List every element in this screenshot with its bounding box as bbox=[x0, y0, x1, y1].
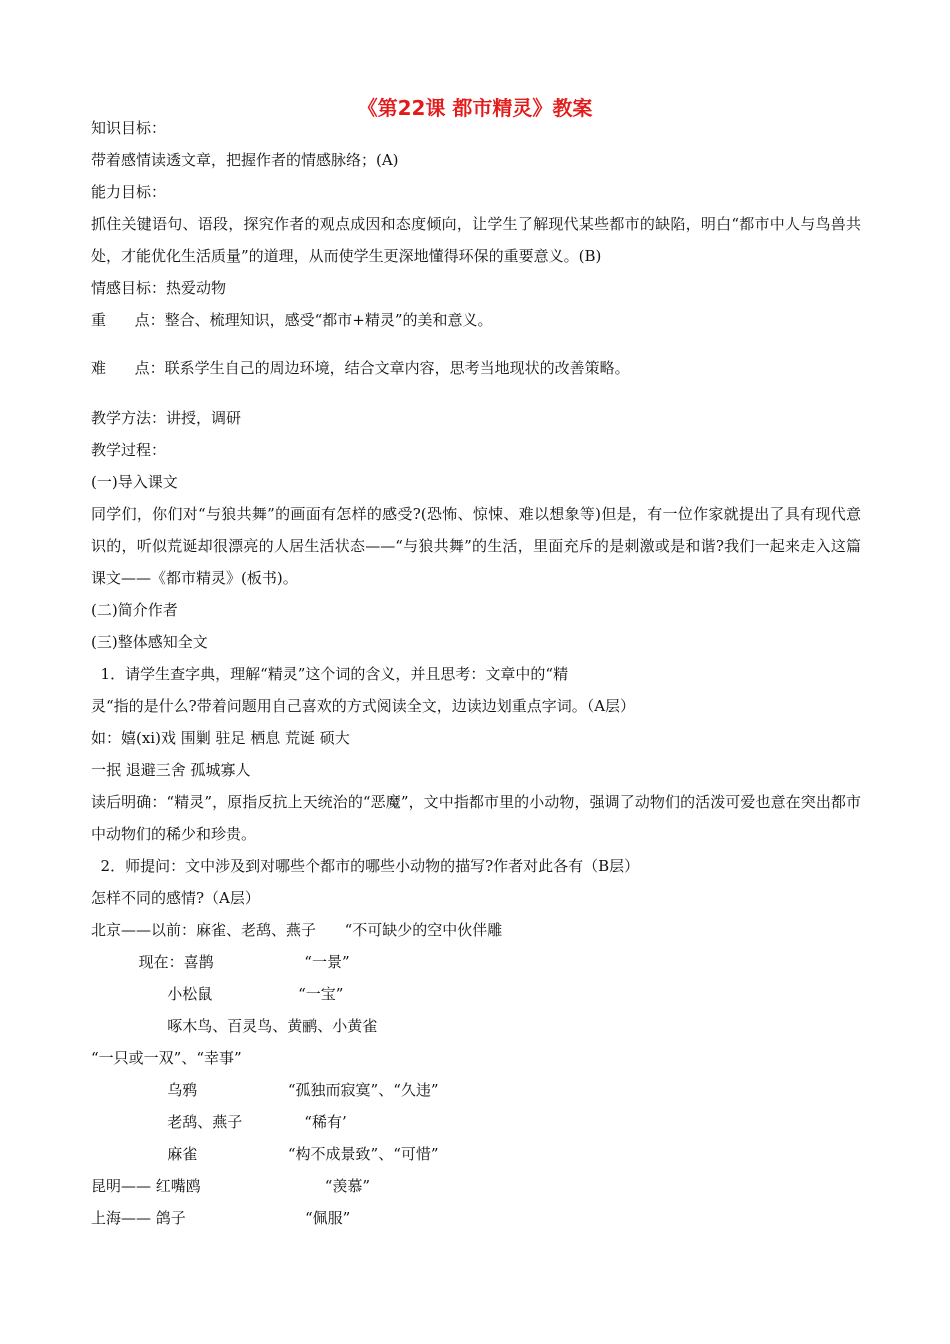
read-conclusion: 读后明确：“精灵”，原指反抗上天统治的“恶魔”，文中指都市里的小动物，强调了动物们的活泼可爱也意在突出都市中动物们的稀少和珍贵。 bbox=[91, 793, 861, 843]
beijing-now-magpie: 现在：喜鹊 “一景” bbox=[91, 953, 350, 971]
ability-goal-text: 抓住关键语句、语段，探究作者的观点成因和态度倾向，让学生了解现代某些都市的缺陷，明白“都市中人与鸟兽共处，才能优化生活质量”的道理，从而使学生更深地懂得环保的重要意义。(B) bbox=[91, 215, 861, 265]
knowledge-goal-text: 带着感情读透文章，把握作者的情感脉络；(A) bbox=[91, 151, 399, 169]
teaching-method: 教学方法：讲授，调研 bbox=[91, 409, 242, 427]
knowledge-goal-heading: 知识目标： bbox=[91, 119, 167, 137]
beijing-crow: 乌鸦 “孤独而寂寞”、“久违” bbox=[91, 1081, 439, 1099]
shanghai-pigeon: 上海—— 鸽子 “佩服” bbox=[91, 1209, 351, 1227]
task-2-line-1: 2．师提问：文中涉及到对哪些个都市的哪些小动物的描写?作者对此各有（B层） bbox=[91, 857, 640, 875]
task-2-line-2: 怎样不同的感情?（A层） bbox=[91, 889, 260, 907]
difficult-point: 难 点：联系学生自己的周边环境，结合文章内容，思考当地现状的改善策略。 bbox=[91, 359, 630, 377]
kunming-gull: 昆明—— 红嘴鸥 “羡慕” bbox=[91, 1177, 371, 1195]
emotion-goal: 情感目标：热爱动物 bbox=[91, 279, 227, 297]
beijing-now-squirrel: 小松鼠 “一宝” bbox=[91, 985, 344, 1003]
beijing-before: 北京——以前：麻雀、老鸹、燕子 “不可缺少的空中伙伴雕 bbox=[91, 921, 503, 939]
ability-goal-heading: 能力目标： bbox=[91, 183, 167, 201]
teaching-process-heading: 教学过程： bbox=[91, 441, 167, 459]
section-2-heading: (二)简介作者 bbox=[91, 601, 178, 619]
intro-paragraph: 同学们，你们对“与狼共舞”的画面有怎样的感受?(恐怖、惊悚、难以想象等)但是，有一位作家就提出了具有现代意识的，听似荒诞却很漂亮的人居生活状态——“与狼共舞”的生活，里面充斥的是刺激或是和谐?我们一起来走入这篇课文——《都市精灵》(板书)。 bbox=[91, 505, 861, 587]
task-1-line-2: 灵“指的是什么?带着问题用自己喜欢的方式阅读全文，边读边划重点字词。（A层） bbox=[91, 697, 636, 715]
key-point: 重 点：整合、梳理知识，感受“都市+精灵”的美和意义。 bbox=[91, 311, 493, 329]
task-1-line-1: 1．请学生查字典，理解“精灵”这个词的含义，并且思考：文章中的“精 bbox=[91, 665, 569, 683]
beijing-laogua-swallow: 老鸹、燕子 “稀有’ bbox=[91, 1113, 347, 1131]
vocab-line-1: 如：嬉(xi)戏 围剿 驻足 栖息 荒诞 硕大 bbox=[91, 729, 350, 747]
document-title: 《第22课 都市精灵》教案 bbox=[357, 96, 593, 120]
section-3-heading: (三)整体感知全文 bbox=[91, 633, 208, 651]
beijing-now-birds-note: “一只或一双”、“幸事” bbox=[91, 1049, 242, 1067]
beijing-now-birds: 啄木鸟、百灵鸟、黄鹂、小黄雀 bbox=[91, 1017, 378, 1035]
vocab-line-2: 一抿 退避三舍 孤城寡人 bbox=[91, 761, 251, 779]
section-1-heading: (一)导入课文 bbox=[91, 473, 178, 491]
beijing-sparrow: 麻雀 “构不成景致”、“可惜” bbox=[91, 1145, 439, 1163]
